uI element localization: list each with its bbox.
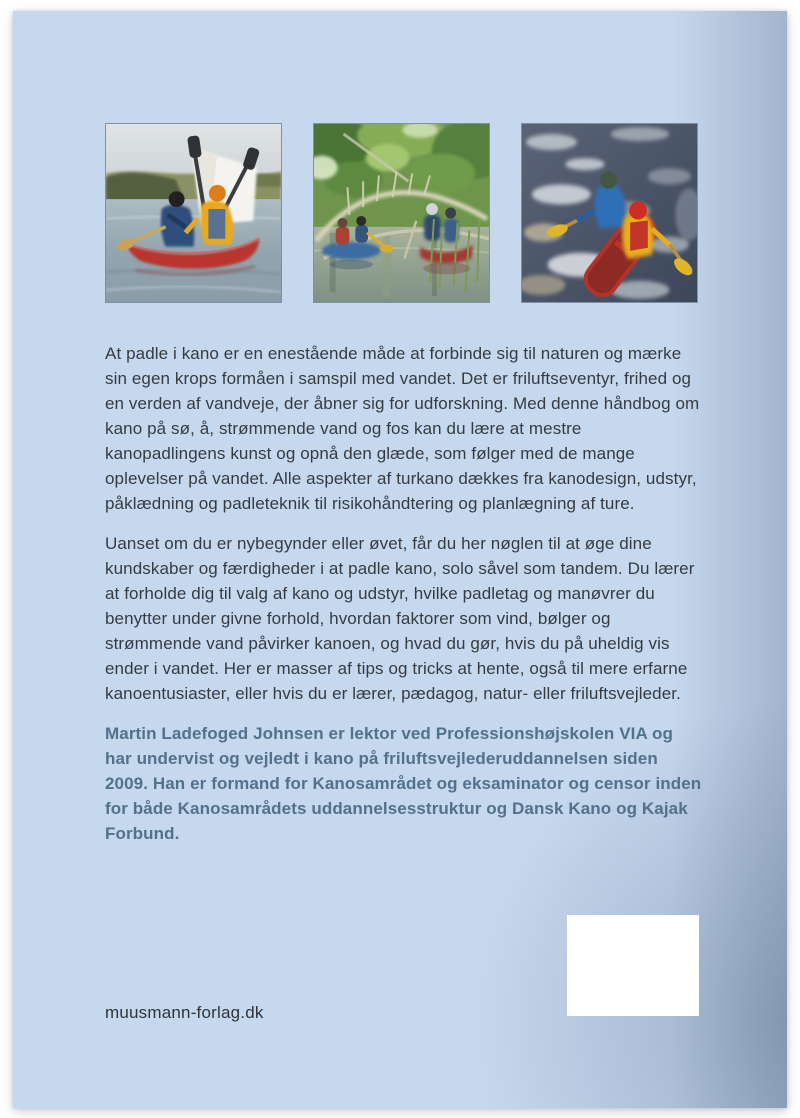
book-back-cover	[13, 11, 787, 1108]
photo-whitewater	[521, 123, 698, 303]
lake-sailing-illustration	[106, 124, 281, 302]
whitewater-illustration	[522, 124, 697, 302]
audience-paragraph: Uanset om du er nybegynder eller øvet, får du her nøglen til at øge dine kundskaber og færdigheder i at padle kano, solo såvel som tandem. Du lærer at forholde dig til valg af kano og udstyr, hvilke padletag og manøvrer du benytter under givne forhold, hvordan faktorer som vind, bølger og strømmende vand påvirker kanoen, og hvad du gør, hvis du på uheldig vis ender i vandet. Her er masser af tips og tricks at hente, også til mere erfarne kanoentusiaster, eller hvis du er lærer, pædagog, natur- eller friluftsvejleder.	[105, 534, 695, 703]
photo-strip	[105, 123, 698, 303]
author-bio-paragraph: Martin Ladefoged Johnsen er lektor ved Professionshøjskolen VIA og har undervist og vejledt i kano på friluftsvejlederuddannelsen siden 2009. Han er formand for Kanosamrådet og eksaminator og censor inden for både Kanosamrådets uddannelsesstruktur og Dansk Kano og Kajak Forbund.	[105, 724, 702, 843]
photo-lake-sailing	[105, 123, 282, 303]
forest-stream-illustration	[314, 124, 489, 302]
photo-forest-stream	[313, 123, 490, 303]
intro-paragraph: At padle i kano er en enestående måde at forbinde sig til naturen og mærke sin egen krops formåen i samspil med vandet. Det er friluftseventyr, frihed og en verden af vandveje, der åbner sig for udforskning. Med denne håndbog om kano på sø, å, strømmende vand og fos kan du lære at mestre kanopadlingens kunst og opnå den glæde, som følger med de mange oplevelser på vandet. Alle aspekter af turkano dækkes fra kanodesign, udstyr, påklædning og padleteknik til risikohåndtering og planlægning af ture.	[105, 344, 700, 513]
publisher-website: muusmann-forlag.dk	[105, 1003, 264, 1022]
barcode-placeholder	[567, 915, 699, 1016]
back-cover-text	[105, 341, 702, 861]
